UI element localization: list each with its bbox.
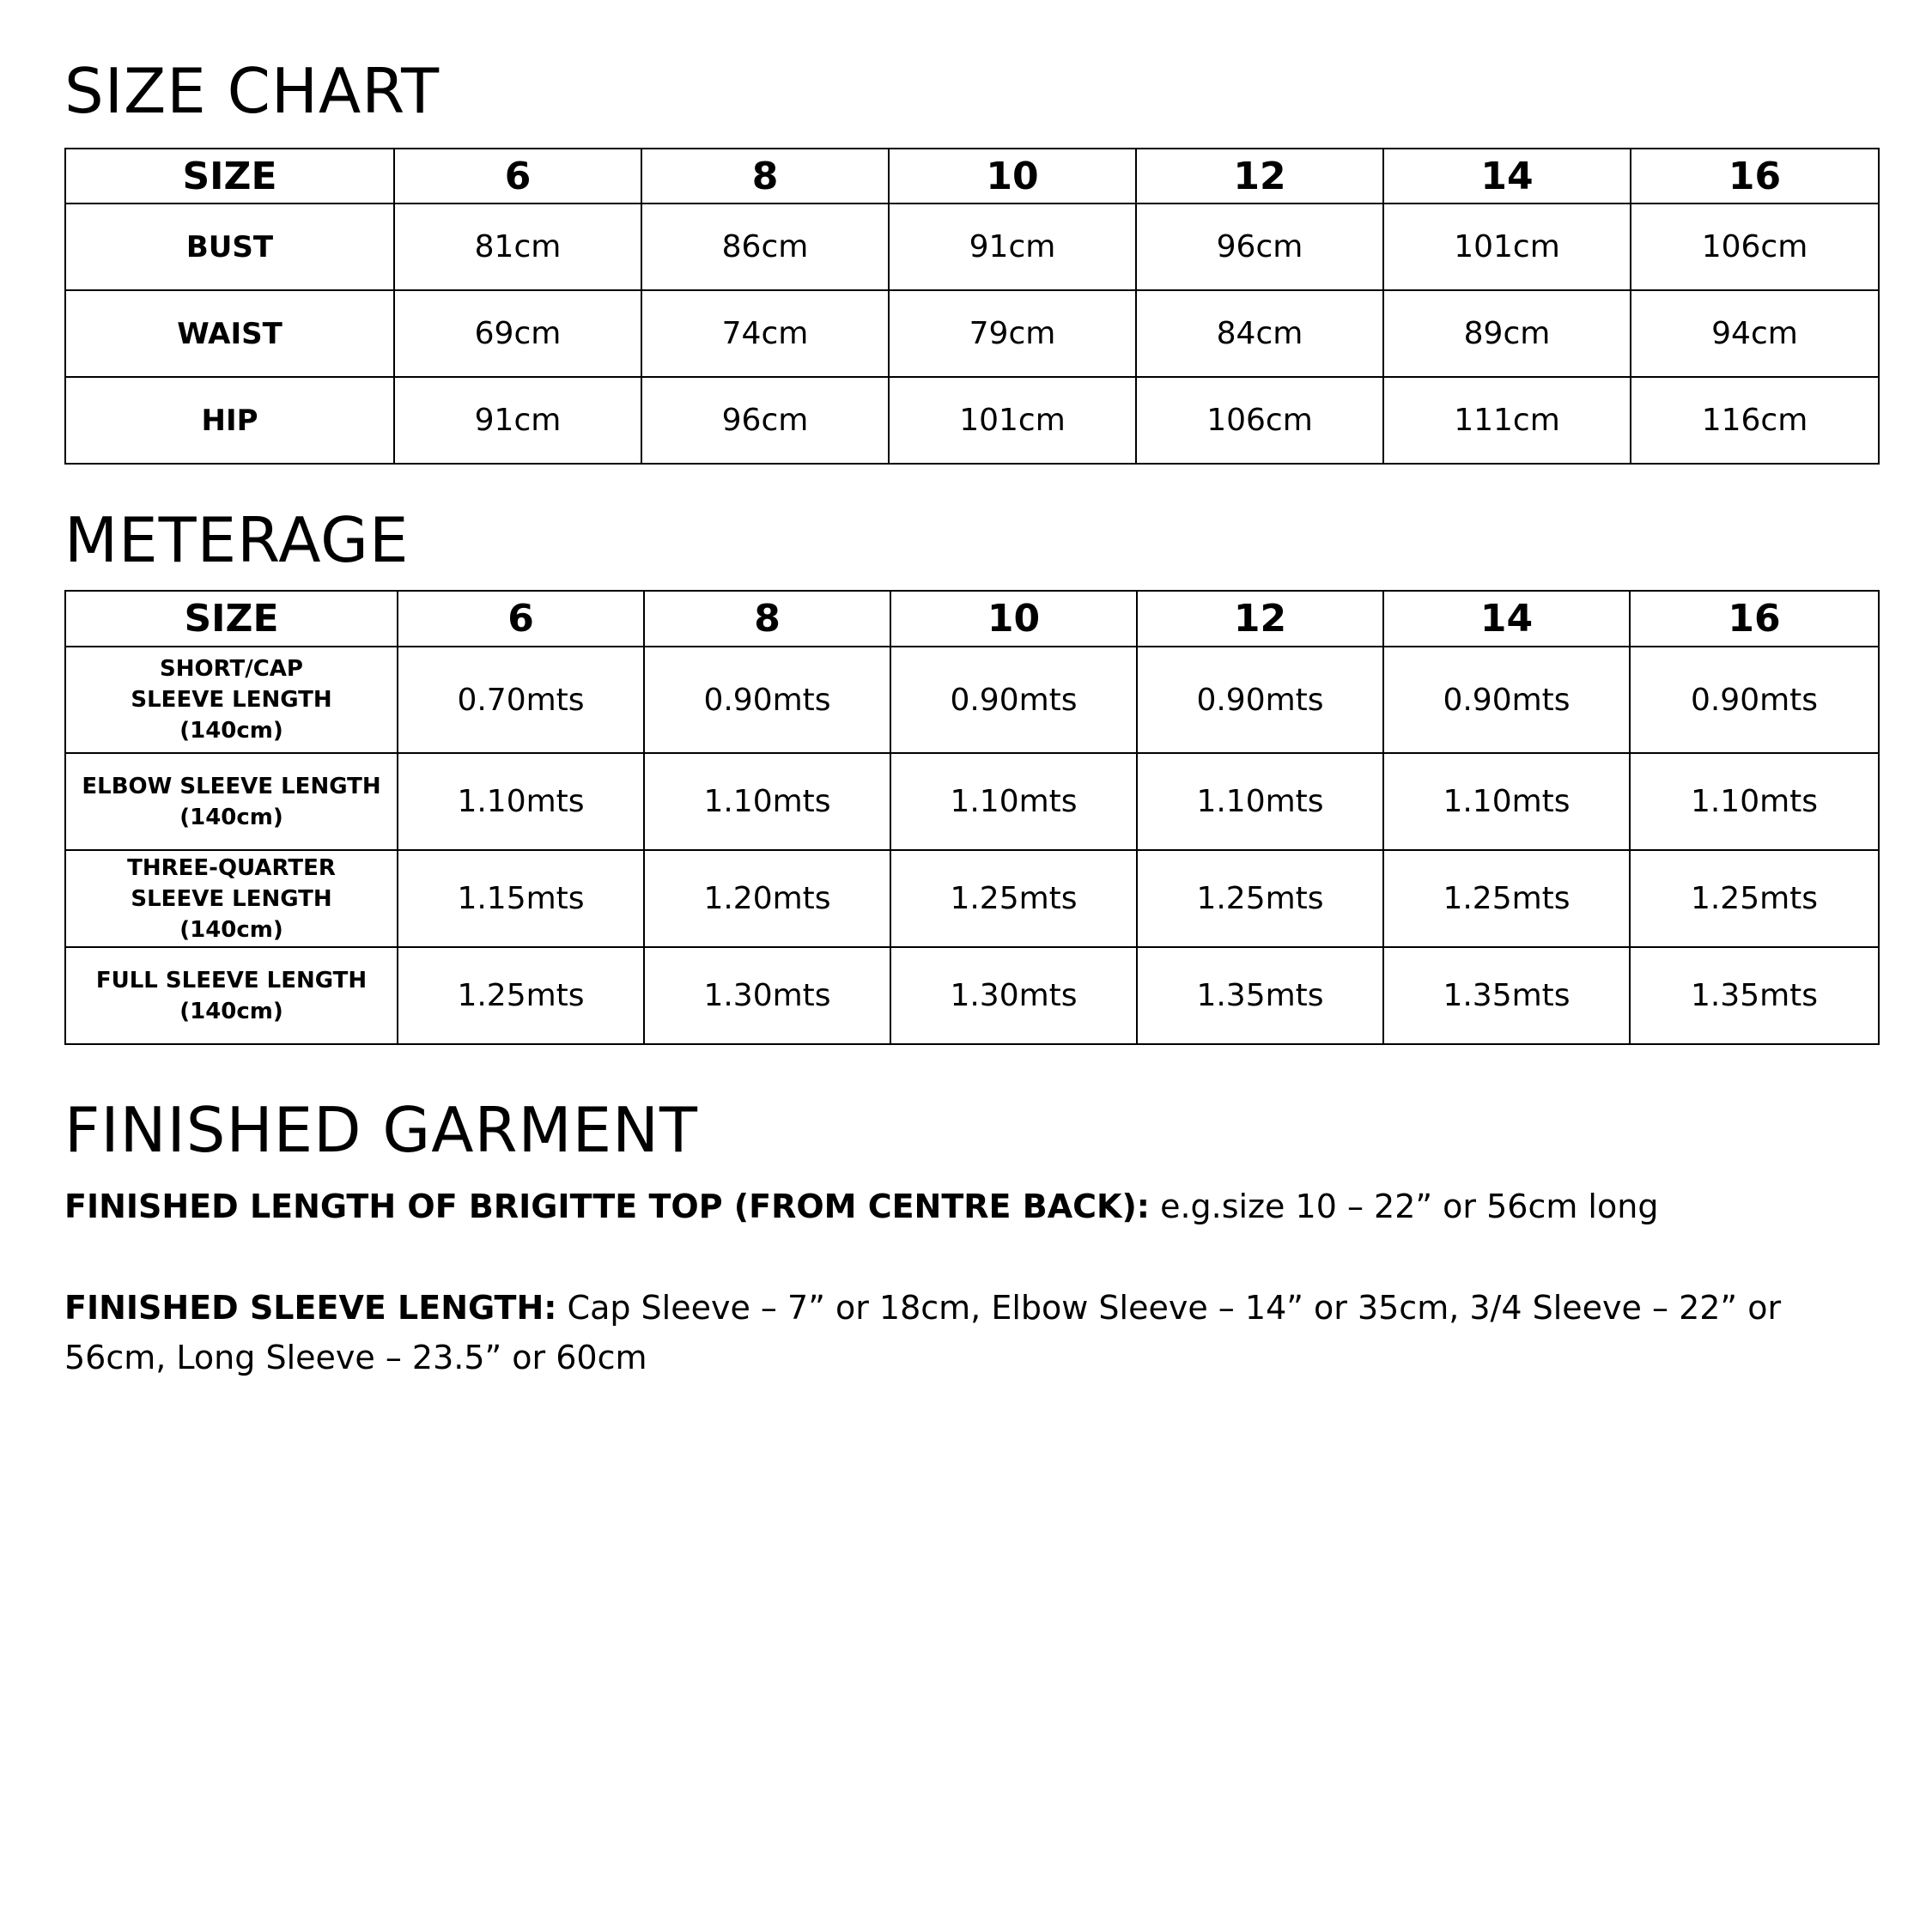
value-cell: 1.10mts [1630, 753, 1879, 850]
value-cell: 1.35mts [1630, 947, 1879, 1044]
table-row [65, 647, 1879, 753]
fabric-width: (140cm) [179, 916, 283, 943]
value-cell: 91cm [889, 204, 1136, 290]
value-cell: 116cm [1631, 377, 1879, 464]
header-cell: 10 [889, 149, 1136, 204]
header-cell: 16 [1630, 591, 1879, 647]
header-cell: 16 [1631, 149, 1879, 204]
value-cell: 1.10mts [398, 753, 644, 850]
value-cell: 1.10mts [890, 753, 1137, 850]
header-cell: 14 [1383, 149, 1631, 204]
table-header-row [65, 149, 1879, 204]
header-cell: 8 [644, 591, 890, 647]
value-cell: 1.30mts [644, 947, 890, 1044]
value-cell: 96cm [641, 377, 889, 464]
table-row [65, 377, 1879, 464]
value-cell: 1.35mts [1383, 947, 1630, 1044]
row-label: WAIST [65, 290, 394, 377]
table-row [65, 947, 1879, 1044]
header-cell: 6 [398, 591, 644, 647]
value-cell: 1.10mts [644, 753, 890, 850]
row-label-line: SLEEVE LENGTH [131, 885, 332, 912]
value-cell: 0.90mts [890, 647, 1137, 753]
row-label-line: THREE-QUARTER [127, 854, 336, 881]
row-label-line: ELBOW SLEEVE LENGTH [82, 773, 381, 799]
finished-sleeve-text: Cap Sleeve – 7” or 18cm, Elbow Sleeve – 14” or 35cm, 3/4 Sleeve – 22” or 56cm, Long Sleeve – 23.5” or 60cm [64, 1289, 1782, 1376]
value-cell: 89cm [1383, 290, 1631, 377]
header-cell: SIZE [65, 591, 398, 647]
fabric-width: (140cm) [179, 998, 283, 1024]
value-cell: 79cm [889, 290, 1136, 377]
value-cell: 84cm [1136, 290, 1383, 377]
value-cell: 94cm [1631, 290, 1879, 377]
finished-length-paragraph [64, 1182, 1876, 1231]
value-cell: 1.25mts [890, 850, 1137, 947]
value-cell: 96cm [1136, 204, 1383, 290]
row-label [65, 947, 398, 1044]
header-cell: SIZE [65, 149, 394, 204]
meterage-table [64, 590, 1880, 1045]
value-cell: 69cm [394, 290, 641, 377]
fabric-width: (140cm) [179, 804, 283, 830]
value-cell: 1.25mts [1630, 850, 1879, 947]
meterage-title: METERAGE [64, 504, 410, 576]
value-cell: 106cm [1631, 204, 1879, 290]
header-cell: 12 [1137, 591, 1383, 647]
table-row [65, 290, 1879, 377]
value-cell: 74cm [641, 290, 889, 377]
value-cell: 1.30mts [890, 947, 1137, 1044]
size-chart-table [64, 148, 1880, 465]
finished-garment-title: FINISHED GARMENT [64, 1094, 698, 1166]
value-cell: 1.15mts [398, 850, 644, 947]
value-cell: 111cm [1383, 377, 1631, 464]
table-header-row [65, 591, 1879, 647]
value-cell: 86cm [641, 204, 889, 290]
value-cell: 101cm [889, 377, 1136, 464]
size-chart-title: SIZE CHART [64, 55, 440, 127]
finished-sleeve-paragraph [64, 1283, 1876, 1382]
row-label-line: SHORT/CAP [160, 656, 303, 682]
value-cell: 1.10mts [1383, 753, 1630, 850]
row-label [65, 753, 398, 850]
row-label-line: SLEEVE LENGTH [131, 687, 332, 713]
header-cell: 14 [1383, 591, 1630, 647]
row-label-line: FULL SLEEVE LENGTH [95, 967, 368, 993]
value-cell: 101cm [1383, 204, 1631, 290]
header-cell: 10 [890, 591, 1137, 647]
table-row [65, 204, 1879, 290]
value-cell: 1.10mts [1137, 753, 1383, 850]
value-cell: 106cm [1136, 377, 1383, 464]
fabric-width: (140cm) [179, 718, 283, 744]
row-label [65, 647, 398, 753]
finished-length-label: FINISHED LENGTH OF BRIGITTE TOP (FROM CENTRE BACK): [64, 1188, 1151, 1225]
value-cell: 1.25mts [398, 947, 644, 1044]
value-cell: 1.25mts [1137, 850, 1383, 947]
value-cell: 81cm [394, 204, 641, 290]
value-cell: 1.25mts [1383, 850, 1630, 947]
row-label: HIP [65, 377, 394, 464]
value-cell: 0.90mts [644, 647, 890, 753]
header-cell: 6 [394, 149, 641, 204]
header-cell: 8 [641, 149, 889, 204]
table-row [65, 850, 1879, 947]
value-cell: 91cm [394, 377, 641, 464]
header-cell: 12 [1136, 149, 1383, 204]
value-cell: 1.20mts [644, 850, 890, 947]
row-label [65, 850, 398, 947]
value-cell: 0.90mts [1630, 647, 1879, 753]
finished-length-text: e.g.size 10 – 22” or 56cm long [1150, 1188, 1659, 1225]
value-cell: 0.70mts [398, 647, 644, 753]
table-row [65, 753, 1879, 850]
value-cell: 0.90mts [1137, 647, 1383, 753]
finished-sleeve-label: FINISHED SLEEVE LENGTH: [64, 1289, 557, 1327]
value-cell: 0.90mts [1383, 647, 1630, 753]
row-label: BUST [65, 204, 394, 290]
value-cell: 1.35mts [1137, 947, 1383, 1044]
